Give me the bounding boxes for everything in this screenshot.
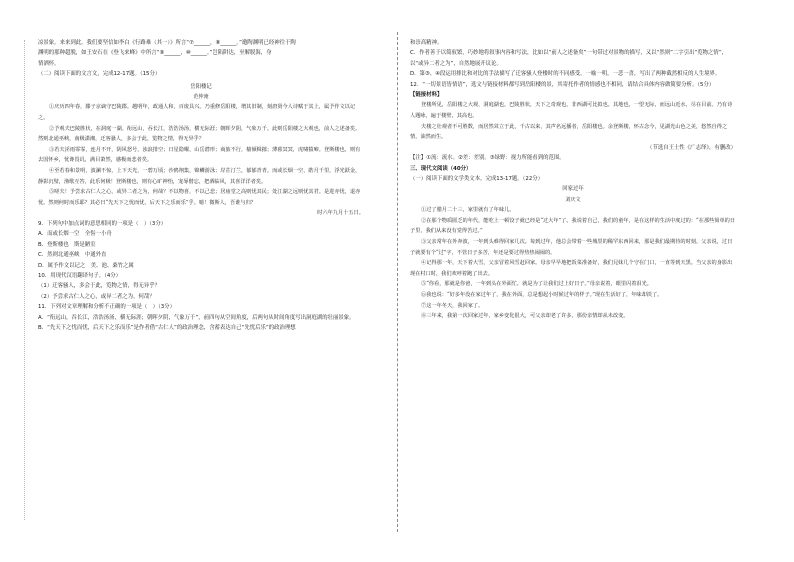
question-9-stem: 9．下列句中加点词的意思相同的一项是（ ）（3分） bbox=[38, 220, 167, 227]
passage-paragraph: ③若夫淫雨霏霏，连月不开，阴风怒号，浊浪排空；日星隐曜，山岳潜形；商旅不行，樯倾楫摧；薄暮冥冥，虎啸猿啼。登斯楼也，则有去国怀乡，忧谗畏讥，满目萧然，感极而悲者矣。 bbox=[38, 146, 361, 164]
story-paragraph: ②在那个物质匮乏的年代，能吃上一顿饺子就已经是“过大年”了。我说着自己，我们的童年，是在这样的生活中度过的：“在那些简单的日子里，我们从来没有觉得苦过。” bbox=[410, 217, 736, 235]
annotation-notes: 【注】①流：流水。②差：差别。③绿野：视力所能看到的范围。 bbox=[410, 155, 565, 162]
question-10-item: （1）迁客骚人，多会于此，览物之情，得无异乎？ bbox=[38, 283, 161, 290]
link-paragraph: 夫楼之壮观者不可胜数，而居然耸立于此，千古以来，其声名远播者，岳阳楼也。余登斯楼，怀古念今，见湖光山色之美，悠然自得之情，油然而生。 bbox=[410, 123, 728, 141]
binding-margin bbox=[10, 40, 25, 520]
question-11-option: A．“衔远山，吞长江，浩浩汤汤，横无际涯；朝晖夕阴，气象万千”，前四句从空间角度，后两句从时间角度写出洞庭湖的壮丽景象。 bbox=[38, 314, 355, 321]
right-column bbox=[410, 38, 736, 322]
story-paragraph: ①过了腊月二十三，家里就有了年味儿。 bbox=[421, 207, 515, 214]
link-paragraph: 登楼所见，岳阳楼之大观，洞庭湖也。巴陵胜状，天下之奇观也，非西湖可比拟也。其地也，一望无际，而远山近水，尽在目前。乃有诗人题咏，遍于楼壁，其高也。 bbox=[410, 102, 733, 120]
left-column bbox=[38, 38, 364, 333]
continuation-line: 渊明的那种超脱，如王安石在《登飞来峰》中所言“⑨______，⑩______。”岂陷阱达，至解脱海，身 bbox=[38, 50, 272, 57]
link-passage bbox=[410, 100, 736, 142]
continuation-line: 情洒怀。 bbox=[38, 60, 60, 67]
question-10-stem: 10．用现代汉语翻译句子。（4分） bbox=[38, 273, 122, 279]
question-12-stem: 12．“一切景语皆情语”，选文与链接材料都写到岳阳楼的景，其寄托作者的情感也不相同，请结合具体内容做简要分析。（5分） bbox=[410, 81, 715, 88]
story-passage bbox=[410, 205, 736, 322]
passage-date: 时六年九月十五日。 bbox=[317, 210, 364, 217]
question-9-option: D．属予作文以记之 美、池、桑竹之属 bbox=[38, 262, 134, 269]
passage-paragraph: ①庆历四年春，滕子京谪守巴陵郡。越明年，政通人和，百废具兴。乃重修岳阳楼，增其旧制，刻唐贤今人诗赋于其上，属予作文以记之。 bbox=[38, 104, 356, 122]
story-author: 刘庆文 bbox=[565, 196, 581, 203]
story-paragraph: ④记得那一年，天下着大雪，父亲冒着风雪赶回家。母亲早早地把饭菜准备好，我们兄妹几个守在门口，一直等到天黑。当父亲的身影出现在村口时，我们欢呼着跑了出去。 bbox=[410, 260, 733, 277]
question-11-stem: 11．下列对文章理解和分析不正确的一项是（ ）（3分） bbox=[38, 304, 175, 311]
story-paragraph: ⑤“你看，那就是你爸，一年到头在外面忙，就是为了让我们过上好日子。”母亲说着，眼里闪着泪光。 bbox=[421, 281, 652, 288]
story-paragraph: ⑦这一年冬天，我回家了。 bbox=[421, 302, 484, 309]
column-divider bbox=[397, 32, 398, 532]
passage-paragraph: ④至若春和景明，波澜不惊，上下天光，一碧万顷；沙鸥翔集，锦鳞游泳；岸芷汀兰，郁郁青青。而或长烟一空，皓月千里，浮光跃金，静影沉璧，渔歌互答，此乐何极！登斯楼也，则有心旷神怡，宠辱偕忘，把酒临风，其喜洋洋者矣。 bbox=[38, 168, 361, 185]
section-intro: （二）阅读下面的文言文，完成12-17题。（15分） bbox=[38, 71, 161, 78]
continuation-line: 和崇高精神。 bbox=[410, 40, 443, 46]
story-paragraph: ⑧三年来，我第一次回家过年，家乡变化很大，可父亲却老了许多，那份亲情却从未改变。 bbox=[421, 313, 629, 320]
link-source: （节选自王士性《广志绎》，有删改） bbox=[647, 144, 736, 151]
question-11-option: C．作者善于以简驭繁，巧妙地将叙事内容和写法，比如以“前人之述备矣”一句带过对景物的描写，又以“然则”二字引出“览物之情”，以“或异二者之为”，自然地展开议论。 bbox=[410, 50, 728, 67]
section-3-heading: 三、现代文阅读（40分） bbox=[410, 165, 472, 172]
story-paragraph: ③父亲常年在外奔波，一年到头难得回家几次。每到过年，他总会带着一些城里的稀罕东西回来，那是我们最期待的时刻。父亲说，过日子就要有个“过”字，不管日子多苦，年还是要过得热热闹闹的。 bbox=[410, 239, 733, 256]
continuation-line: 凉景象。来来到此，我们要坚信如李白《行路难（其一）》所言“⑦______，⑧______。”邀陶渊明已经神往于陶 bbox=[38, 40, 296, 46]
classical-passage bbox=[38, 102, 364, 219]
passage-title: 岳阳楼记 bbox=[190, 83, 212, 90]
question-9-option: B．登斯楼也 斯是陋室 bbox=[38, 241, 96, 248]
section-3-intro: （一）阅读下面的文学类文本，完成13-17题。（22分） bbox=[410, 176, 544, 183]
passage-paragraph: ⑤嗟夫！予尝求古仁人之心，或异二者之为，何哉？不以物喜，不以己悲；居庙堂之高则忧其民；处江湖之远则忧其君。是进亦忧，退亦忧。然则何时而乐耶？其必曰“先天下之忧而忧，后天下之乐而乐”乎。噫！微斯人，吾谁与归？ bbox=[38, 189, 361, 206]
question-11-option: B．“先天下之忧而忧，后天下之乐而乐”是作者借“古仁人”的政治理念，含蓄表达自己“先忧后乐”的政治理想 bbox=[38, 325, 296, 332]
passage-paragraph: ②予观夫巴陵胜状，在洞庭一湖。衔远山，吞长江，浩浩汤汤，横无际涯；朝晖夕阴，气象万千。此则岳阳楼之大观也，前人之述备矣。然则北通巫峡，南极潇湘，迁客骚人，多会于此，览物之情，得无异乎？ bbox=[38, 125, 361, 143]
link-material-label: 【链接材料】 bbox=[410, 92, 443, 99]
question-9-option: A．而或长烟一空 全髻一小舟 bbox=[38, 231, 112, 238]
question-11-option: D．第③、④段运用排比和对比的手法描写了迁客骚人登楼时的不同感受，一喻一明，一悲一喜，写出了两种截然相反的人生境界。 bbox=[410, 71, 721, 78]
passage-author: 范仲淹 bbox=[193, 94, 209, 101]
story-paragraph: ⑥我也说：“好多年没在家过年了，我在外面，总是想起小时候过年的样子。”现在生活好了，年味却淡了。 bbox=[421, 292, 663, 298]
question-9-option: C．然则北通巫峡 中通外直 bbox=[38, 252, 107, 259]
question-10-item: （2）予尝求古仁人之心，或异二者之为，何哉？ bbox=[38, 293, 155, 300]
story-title: 回家过年 bbox=[562, 186, 584, 193]
